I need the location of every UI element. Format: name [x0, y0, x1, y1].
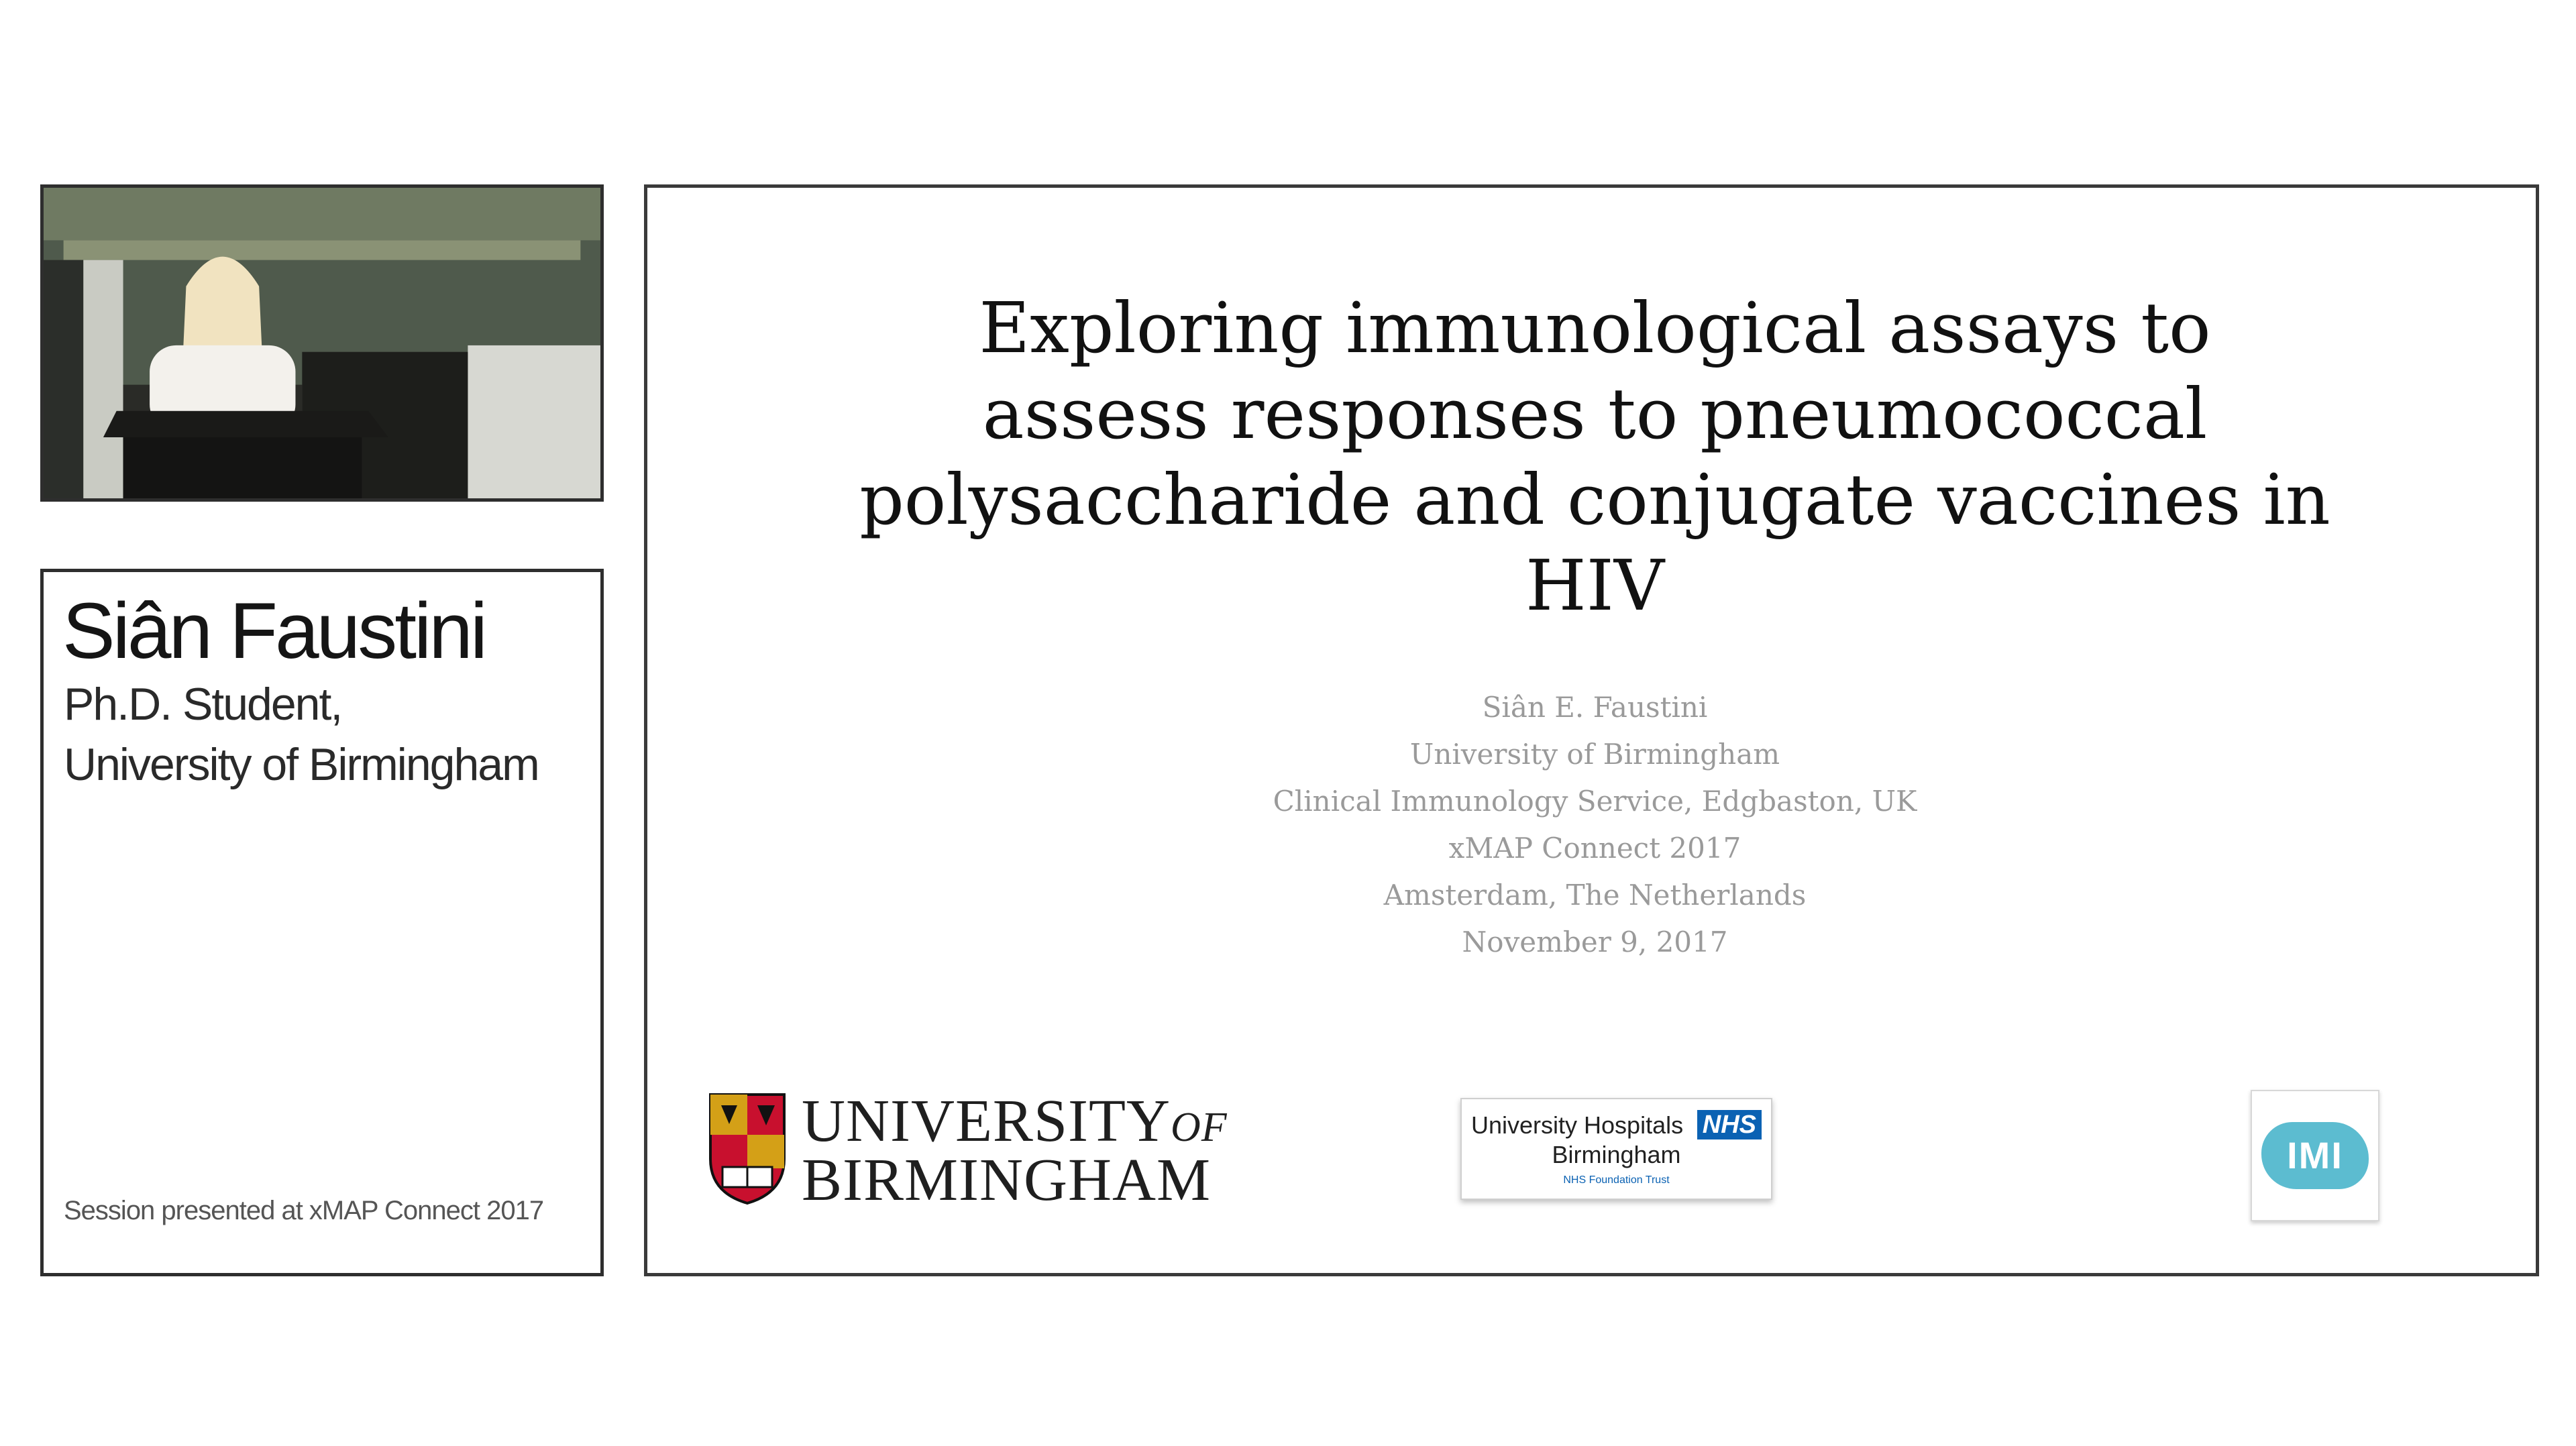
- university-crest-icon: [708, 1092, 787, 1206]
- presentation-slide: [644, 184, 2539, 1276]
- nhs-trust-logo: [1460, 1098, 1772, 1200]
- slide-title: [815, 285, 2375, 628]
- slide-title-line: polysaccharide and conjugate vaccines in: [859, 459, 2330, 541]
- presenter-department: Clinical Immunology Service, Edgbaston, UK: [1273, 785, 1917, 818]
- event-date: November 9, 2017: [1462, 926, 1728, 958]
- slide-title-line: assess responses to pneumococcal: [982, 373, 2208, 455]
- event-name: xMAP Connect 2017: [1448, 832, 1741, 865]
- speaker-info-card: [40, 569, 604, 1276]
- slide-details: [849, 684, 2341, 966]
- imi-logo-text: IMI: [2261, 1122, 2369, 1189]
- imi-logo: [2251, 1090, 2379, 1221]
- speaker-role: Ph.D. Student,: [64, 679, 342, 730]
- event-location: Amsterdam, The Netherlands: [1383, 879, 1807, 911]
- uob-logo-line1: UNIVERSITYOF: [802, 1088, 1228, 1154]
- slide-title-line: HIV: [1525, 545, 1664, 626]
- nhs-logo-line3: NHS Foundation Trust: [1563, 1174, 1670, 1186]
- session-note: Session presented at xMAP Connect 2017: [64, 1196, 544, 1225]
- nhs-logo-line2: Birmingham: [1552, 1141, 1681, 1168]
- presenter-university: University of Birmingham: [1409, 738, 1780, 771]
- speaker-video-scene: [44, 188, 600, 498]
- speaker-video[interactable]: [40, 184, 604, 502]
- speaker-affiliation: University of Birmingham: [64, 739, 539, 790]
- nhs-badge: NHS: [1697, 1110, 1762, 1139]
- university-of-birmingham-logo: [708, 1087, 1228, 1214]
- nhs-logo-line1: University Hospitals: [1471, 1111, 1684, 1139]
- speaker-name: Siân Faustini: [62, 587, 486, 675]
- slide-title-line: Exploring immunological assays to: [979, 287, 2211, 369]
- uob-logo-line2: BIRMINGHAM: [802, 1147, 1212, 1213]
- presenter-name: Siân E. Faustini: [1482, 691, 1708, 724]
